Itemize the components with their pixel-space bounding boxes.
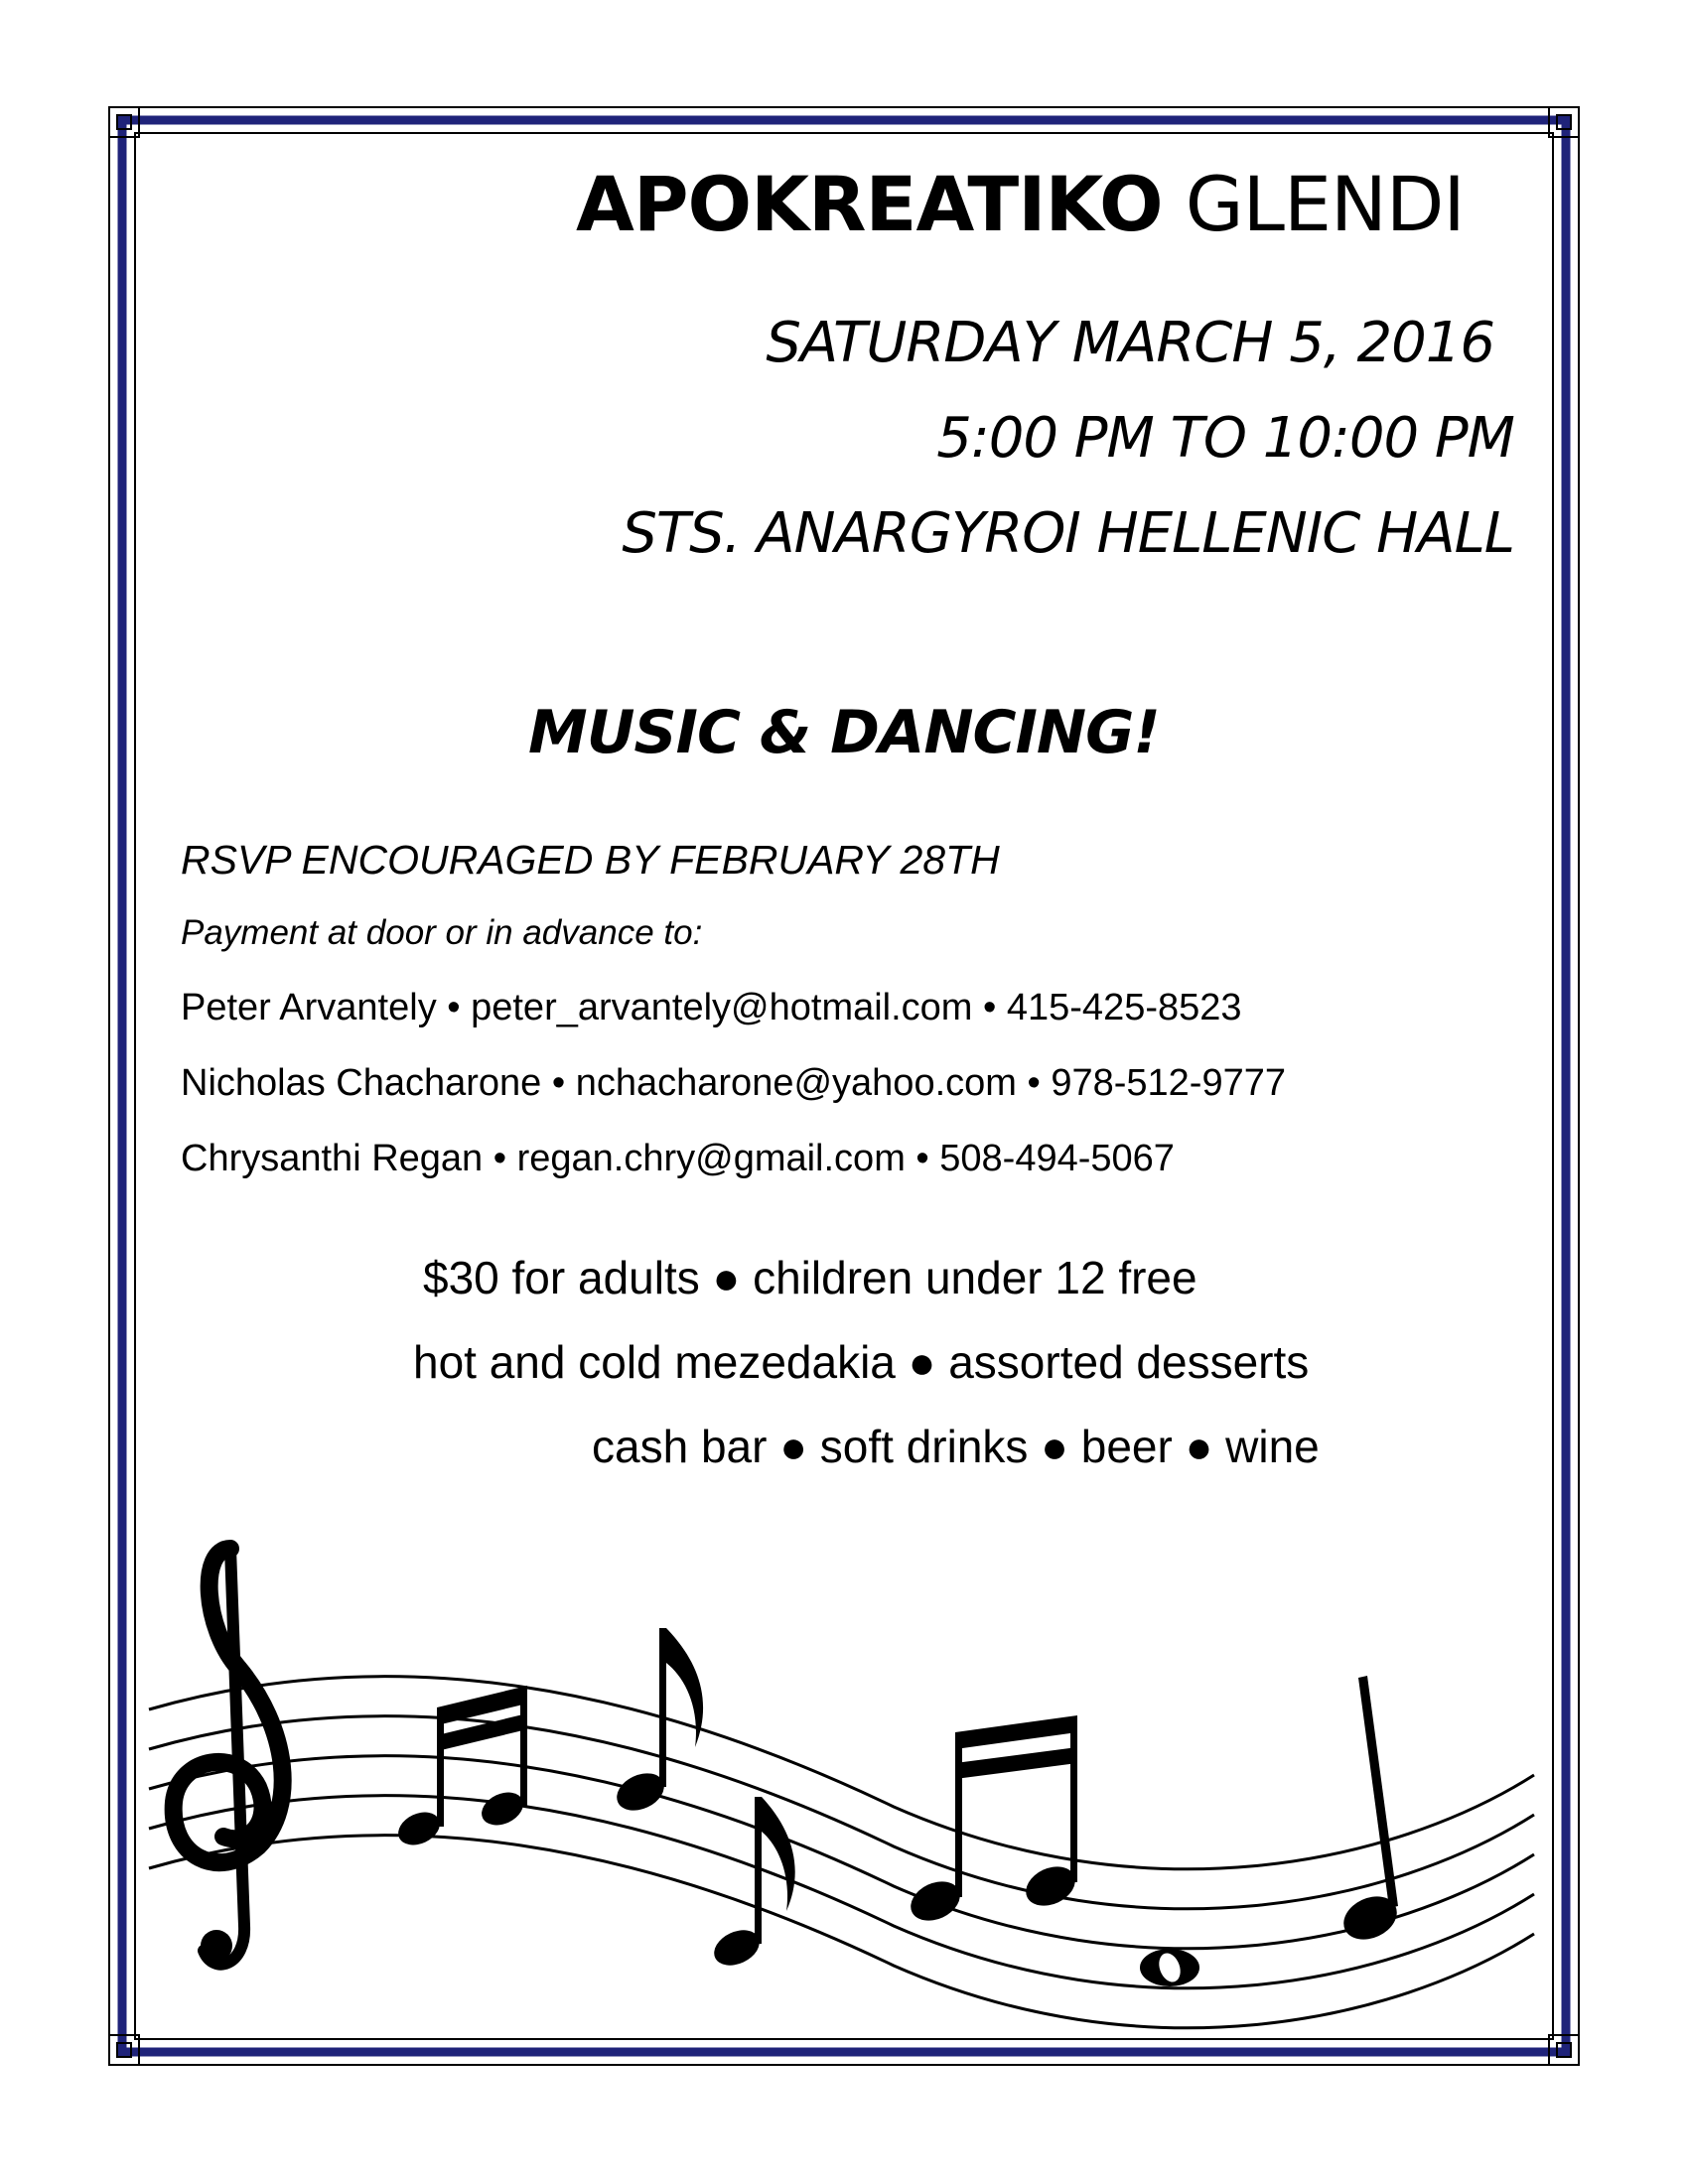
contact-line: Peter Arvantely • peter_arvantely@hotmail.com • 415-425-8523 <box>181 987 1242 1028</box>
rsvp-text: RSVP ENCOURAGED BY FEBRUARY 28TH <box>181 837 1000 883</box>
headline: MUSIC & DANCING! <box>528 698 1160 767</box>
event-date: SATURDAY MARCH 5, 2016 <box>766 311 1494 375</box>
contact-line: Chrysanthi Regan • regan.chry@gmail.com • 508-494-5067 <box>181 1138 1175 1179</box>
drinks-line: cash bar ● soft drinks ● beer ● wine <box>592 1421 1320 1472</box>
payment-note: Payment at door or in advance to: <box>181 913 703 952</box>
price-line: $30 for adults ● children under 12 free <box>423 1252 1197 1303</box>
event-title-light: GLENDI <box>1185 160 1465 248</box>
treble-clef-icon <box>174 1549 283 1965</box>
food-line: hot and cold mezedakia ● assorted desserts <box>413 1336 1310 1388</box>
event-venue: STS. ANARGYROI HELLENIC HALL <box>622 501 1514 566</box>
event-time: 5:00 PM TO 10:00 PM <box>936 406 1514 471</box>
event-title-bold: APOKREATIKO <box>576 160 1163 248</box>
contact-line: Nicholas Chacharone • nchacharone@yahoo.com • 978-512-9777 <box>181 1062 1286 1104</box>
